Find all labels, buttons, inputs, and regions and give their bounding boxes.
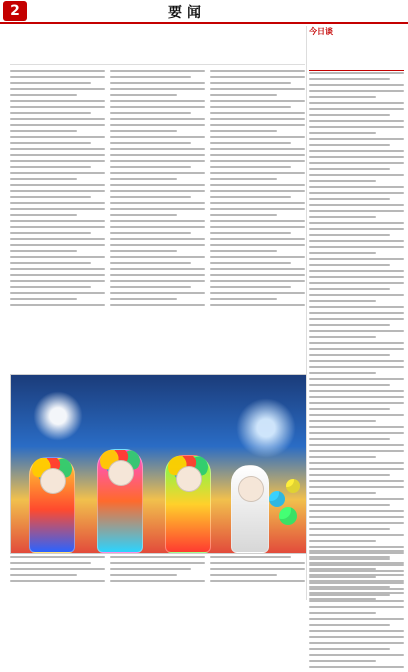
right-column-divider xyxy=(306,26,307,600)
header-rule xyxy=(0,22,408,24)
right-bottom-body xyxy=(309,550,404,596)
feature-photo xyxy=(10,374,307,554)
page-number-badge xyxy=(3,1,27,21)
lead-divider xyxy=(10,64,305,65)
today-label: 今日谈 xyxy=(309,27,333,36)
newspaper-header xyxy=(0,0,408,22)
lead-body-col-3 xyxy=(210,70,305,320)
section-title: 要闻 xyxy=(168,5,206,21)
right-column xyxy=(309,26,404,596)
feature-body-col-1 xyxy=(10,556,105,596)
page-number: 2 xyxy=(10,3,20,19)
lead-body-col-2 xyxy=(110,70,205,320)
feature-body-col-2 xyxy=(110,556,205,596)
feature-body-col-3 xyxy=(210,556,305,596)
lead-body-col-1 xyxy=(10,70,105,320)
right-column-rule xyxy=(309,70,404,71)
